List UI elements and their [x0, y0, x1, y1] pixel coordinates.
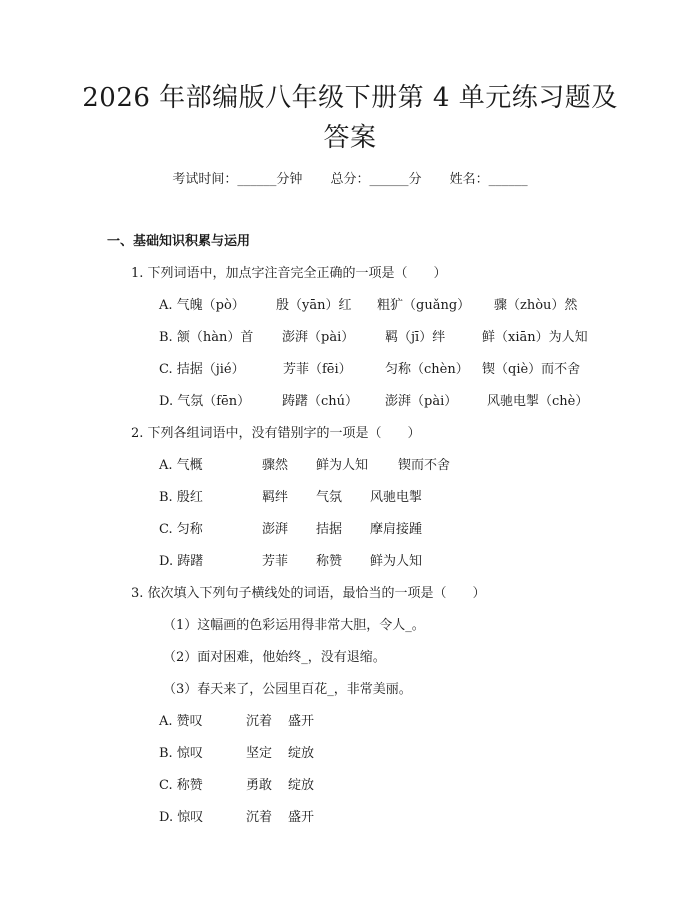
q2-option-a	[0, 454, 700, 474]
option-term: B. 殷红	[159, 490, 203, 505]
total-score-field: 总分：______分	[330, 172, 422, 187]
question-1-stem: 1. 下列词语中，加点字注音完全正确的一项是（ ）	[131, 266, 447, 281]
option-term: A. 气概	[159, 458, 203, 473]
question-3-stem: 3. 依次填入下列句子横线处的词语，最恰当的一项是（ ）	[131, 586, 486, 601]
option-term: 殷（yān）红	[276, 298, 352, 313]
option-term: 芳菲	[262, 554, 289, 569]
option-term: 气氛	[316, 490, 343, 505]
q2-option-b	[0, 486, 700, 506]
option-term: A. 赞叹	[159, 714, 203, 729]
option-term: 匀称（chèn）	[385, 362, 469, 377]
option-term: 锲而不舍	[398, 458, 451, 473]
q3-sentence-3: （3）春天来了，公园里百花_，非常美丽。	[163, 682, 412, 697]
q3-option-c	[0, 774, 700, 794]
option-term: C. 称赞	[159, 778, 203, 793]
option-term: D. 气氛（fēn）	[159, 394, 251, 409]
option-term: 羁（jī）绊	[385, 330, 446, 345]
option-term: 盛开	[288, 810, 315, 825]
option-term: 绽放	[288, 746, 315, 761]
q3-sentence-2: （2）面对困难，他始终_，没有退缩。	[163, 650, 386, 665]
option-term: 澎湃（pài）	[385, 394, 458, 409]
option-term: 鲜（xiān）为人知	[482, 330, 588, 345]
section-heading: 一、基础知识积累与运用	[107, 234, 251, 249]
option-term: 芳菲（fēi）	[283, 362, 352, 377]
option-term: B. 颔（hàn）首	[159, 330, 254, 345]
question-2-stem: 2. 下列各组词语中，没有错别字的一项是（ ）	[131, 426, 421, 441]
option-term: 锲（qiè）而不舍	[482, 362, 581, 377]
option-term: C. 拮据（jié）	[159, 362, 245, 377]
option-term: D. 踌躇	[159, 554, 204, 569]
option-term: 摩肩接踵	[370, 522, 423, 537]
exam-info	[0, 168, 700, 187]
q1-option-a	[0, 294, 700, 314]
option-term: 坚定	[246, 746, 273, 761]
option-term: 风驰电掣	[370, 490, 423, 505]
q3-option-a	[0, 710, 700, 730]
option-term: 勇敢	[246, 778, 273, 793]
q3-option-b	[0, 742, 700, 762]
q3-sentence-1: （1）这幅画的色彩运用得非常大胆，令人_。	[163, 618, 425, 633]
option-term: 绽放	[288, 778, 315, 793]
q2-option-d	[0, 550, 700, 570]
option-term: 鲜为人知	[370, 554, 423, 569]
title-line-1: 2026 年部编版八年级下册第 4 单元练习题及	[82, 83, 618, 113]
option-term: 盛开	[288, 714, 315, 729]
option-term: D. 惊叹	[159, 810, 204, 825]
title-line-2: 答案	[323, 123, 377, 153]
exam-time-field: 考试时间：______分钟	[172, 172, 303, 187]
option-term: C. 匀称	[159, 522, 203, 537]
option-term: 鲜为人知	[316, 458, 369, 473]
option-term: B. 惊叹	[159, 746, 203, 761]
option-term: 拮据	[316, 522, 343, 537]
option-term: 骤然	[262, 458, 289, 473]
q2-option-c	[0, 518, 700, 538]
student-name-field: 姓名：______	[449, 172, 528, 187]
option-term: 风驰电掣（chè）	[487, 394, 589, 409]
q3-option-d	[0, 806, 700, 826]
option-term: 踌躇（chú）	[282, 394, 359, 409]
option-term: 称赞	[316, 554, 343, 569]
option-term: 澎湃	[262, 522, 289, 537]
document-title	[40, 78, 660, 158]
option-term: 澎湃（pài）	[282, 330, 355, 345]
option-term: A. 气魄（pò）	[159, 298, 245, 313]
option-term: 沉着	[246, 714, 273, 729]
option-term: 沉着	[246, 810, 273, 825]
q1-option-c	[0, 358, 700, 378]
q1-option-d	[0, 390, 700, 410]
option-term: 骤（zhòu）然	[494, 298, 578, 313]
q1-option-b	[0, 326, 700, 346]
option-term: 羁绊	[262, 490, 289, 505]
option-term: 粗犷（guǎng）	[377, 298, 471, 313]
